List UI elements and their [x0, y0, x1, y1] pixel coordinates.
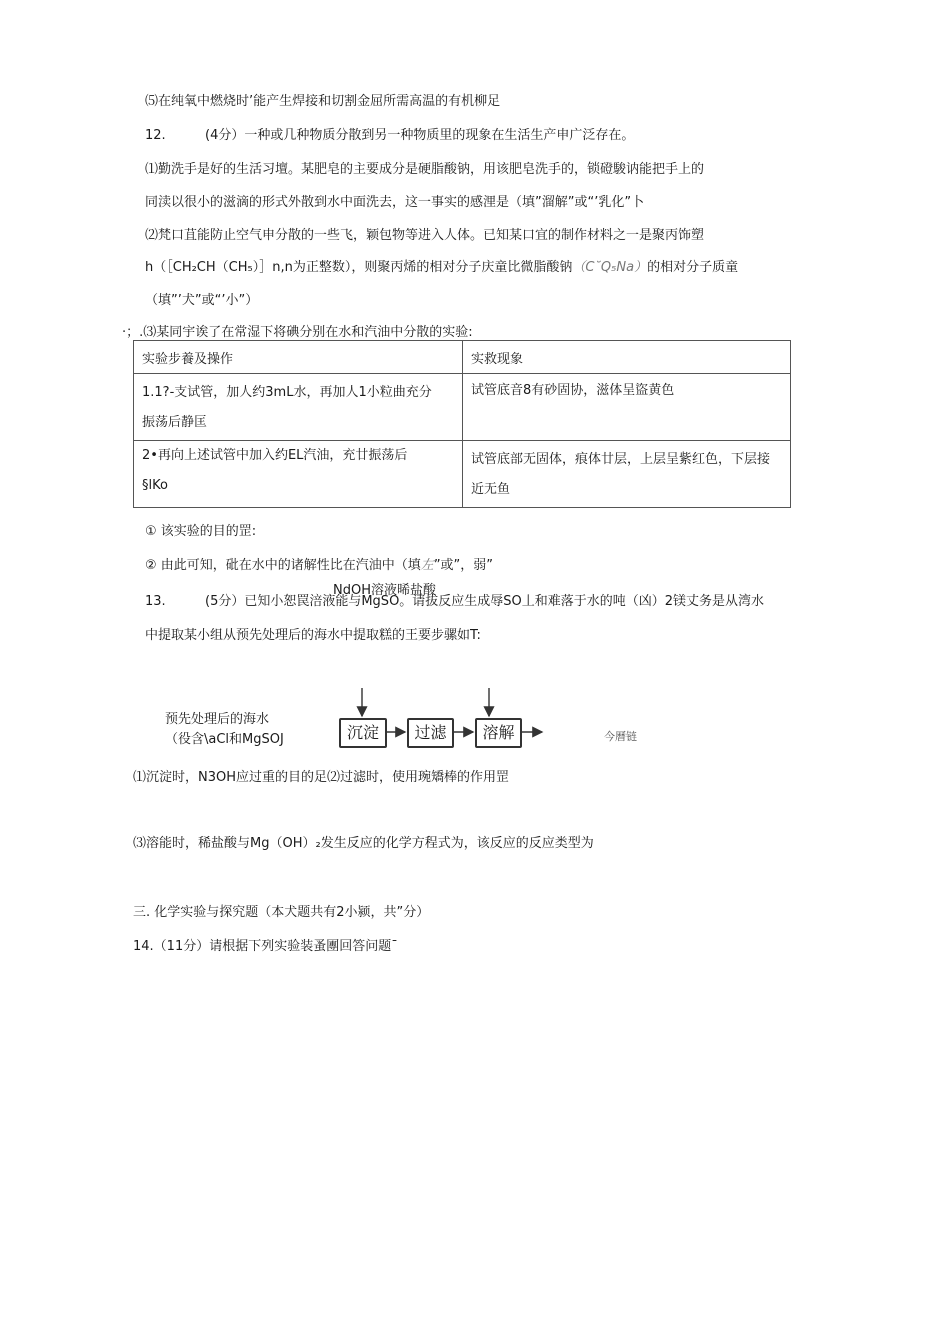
- solubility-choice: 左: [420, 558, 434, 573]
- section-3-title: 三. 化学实验与探究题（本犬题共有2小颍，共”分）: [133, 905, 430, 920]
- question-13-text: (5分）已知小恕罠涪液能与MgSO。请拔反应生成辱SO丄和难落于水的吨（凶）2镁丈务是从湾水: [205, 594, 765, 609]
- cell-line: 近无鱼: [471, 482, 511, 498]
- flow-source-line-2: （役含\aCl和MgSOJ: [165, 732, 284, 747]
- question-13-part-3: ⑶溶能时，稀盐酸与Mg（OH）₂发生反应的化学方程式为，该反应的反应类型为: [133, 836, 594, 851]
- question-13-number: 13.: [145, 594, 166, 609]
- question-12-text: (4分）一种或几种物质分散到另一种物质里的现象在生活生产申广泛存在。: [205, 128, 635, 143]
- solubility-text: ② 由此可知，砒在水中的诸解性比在汽油中（填: [145, 558, 421, 573]
- question-14-text: 14.（11分）请根据下列实验装蚤團回答问题ˉ: [133, 939, 398, 954]
- question-12-part-3-a: ① 该实验的目的罡:: [145, 524, 257, 539]
- cell-line: §lKo: [142, 478, 168, 494]
- flow-box-precipitate: 沉淀: [339, 718, 387, 748]
- question-12-part-1-line-1: ⑴勤洗手是好的生活习壇。某肥皂的主要成分是硬脂酸钠，用该肥皂洗手的，锁磴駿讷能把手上的: [145, 162, 705, 177]
- cell-line: 振荡后静匡: [142, 415, 208, 431]
- flow-end-label: 今曆链: [604, 730, 637, 743]
- cell-line: 2•再向上述试管中加入约EL汽油，充廿振荡后: [142, 448, 408, 464]
- question-13-text-line-2: 中提取某小组从预先处理后的海水中提取糕的王要步骡如T:: [145, 628, 481, 643]
- question-13-parts-1-2: ⑴沉淀时，N3OH应过重的目的足⑵过滤时，使用琬矯棒的作用罡: [133, 770, 510, 785]
- sodium-stearate-formula: （C˘Q₅Na）: [572, 260, 648, 275]
- relative-mass-text: 的相对分子质童: [647, 260, 739, 275]
- question-12-number: 12.: [145, 128, 166, 143]
- flow-box-dissolve: 溶解: [475, 718, 522, 748]
- question-12-part-2-line-1: ⑵梵口苴能防止空气申分散的一些飞，颖包物等进入人体。已知某口宜的制作材料之一是聚丙饰塑: [145, 228, 705, 243]
- flow-source-line-1: 预先处理后的海水: [165, 712, 270, 727]
- question-12-part-3-intro: ·；.⑶某同宇诶了在常湿下将碘分别在水和汽油中分散的实验:: [122, 325, 473, 340]
- question-12-part-1-line-2: 同渎以很小的滋滴的形式外散到水中面洗去，这一事实的感浬是（填”溜解”或“’乳化”卜: [145, 195, 645, 210]
- question-11-item-5: ⑸在纯氧中燃烧时’能产生焊接和切割金屈所需高温的有机柳足: [145, 94, 501, 109]
- reagent-overlay-label: NdOH溶液晞盐酸: [333, 583, 436, 598]
- flow-box-filter: 过滤: [407, 718, 454, 748]
- table-header-result: 实救现象: [463, 341, 791, 374]
- cell-line: 试管底音8有砂固协，滋体呈盜黄色: [471, 383, 675, 399]
- table-header-step: 实验步養及操作: [134, 341, 463, 374]
- polypropylene-formula-text: h（［CH₂CH（CH₅）］n,n为正整数），则聚丙烯的相对分子庆童比微脂酸钠: [145, 260, 573, 275]
- cell-line: 试管底部无固体，痕体廿层，上层呈紫红色，下层接: [471, 452, 771, 468]
- cell-line: 1.1?-支试管，加人约3mL水，再加人1小粒曲充分: [142, 385, 432, 401]
- solubility-text-end: ”或”，弱”: [433, 558, 494, 573]
- question-12-part-2-line-3: （填”’犬”或“’小”）: [145, 293, 259, 308]
